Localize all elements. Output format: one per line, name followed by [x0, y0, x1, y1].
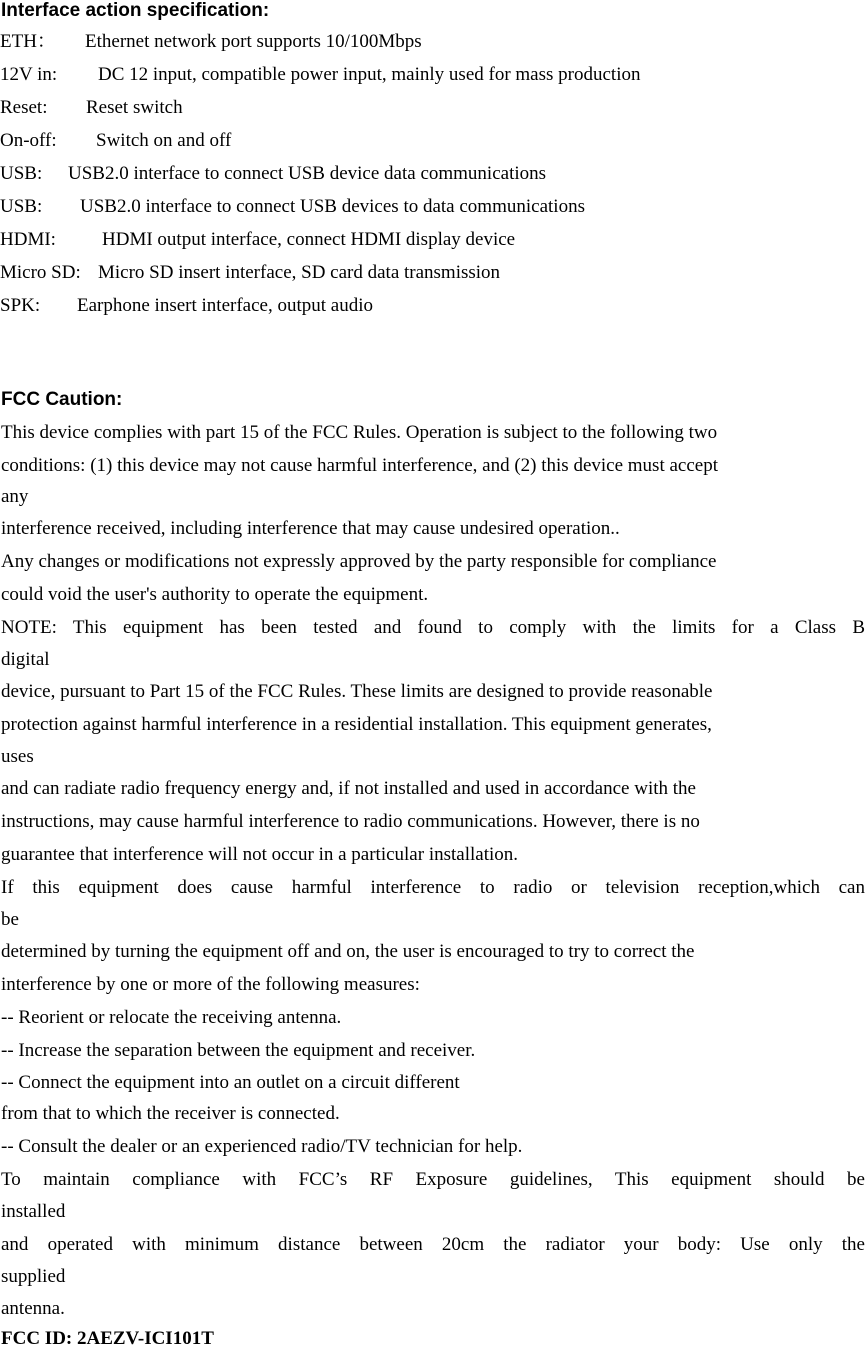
spec-value: Micro SD insert interface, SD card data transmission	[98, 262, 501, 283]
spec-row-usb-2	[0, 196, 585, 218]
fcc-line: -- Increase the separation between the equipment and receiver.	[1, 1040, 476, 1061]
fcc-line: NOTE: This equipment has been tested and found to comply with the limits for a Class B	[1, 617, 865, 638]
fcc-heading: FCC Caution:	[1, 389, 123, 410]
fcc-line: interference received, including interference that may cause undesired operation..	[1, 518, 620, 539]
spec-value: HDMI output interface, connect HDMI display device	[102, 229, 516, 250]
spec-value: USB2.0 interface to connect USB devices to data communications	[80, 196, 585, 217]
spec-row-12v	[0, 64, 640, 86]
spec-value: Earphone insert interface, output audio	[77, 295, 373, 316]
fcc-line: supplied	[1, 1266, 66, 1287]
fcc-line: antenna.	[1, 1298, 65, 1319]
spec-row-microsd	[0, 262, 500, 284]
fcc-line: be	[1, 909, 19, 930]
fcc-line: -- Connect the equipment into an outlet on a circuit different	[1, 1072, 460, 1093]
fcc-line: device, pursuant to Part 15 of the FCC Rules. These limits are designed to provide reasonable	[1, 681, 713, 702]
spec-row-usb-1	[0, 163, 546, 185]
fcc-line: installed	[1, 1201, 66, 1222]
spec-value: Reset switch	[86, 97, 183, 118]
spec-key: ETH：	[0, 31, 56, 52]
fcc-line: Any changes or modifications not expressly approved by the party responsible for compliance	[1, 551, 717, 572]
fcc-line: interference by one or more of the following measures:	[1, 974, 420, 995]
spec-value: Switch on and off	[96, 130, 232, 151]
spec-key: Micro SD:	[0, 262, 81, 283]
spec-key: 12V in:	[0, 64, 58, 85]
fcc-line: -- Reorient or relocate the receiving antenna.	[1, 1007, 342, 1028]
spec-key: Reset:	[0, 97, 48, 118]
fcc-line: If this equipment does cause harmful interference to radio or television reception,which can	[1, 877, 865, 898]
fcc-line: and can radiate radio frequency energy and, if not installed and used in accordance with the	[1, 778, 696, 799]
fcc-line: determined by turning the equipment off and on, the user is encouraged to try to correct the	[1, 941, 695, 962]
fcc-line: uses	[1, 746, 34, 767]
spec-row-eth	[0, 31, 422, 53]
fcc-line: protection against harmful interference in a residential installation. This equipment generates,	[1, 714, 712, 735]
spec-key: SPK:	[0, 295, 41, 316]
fcc-line: This device complies with part 15 of the FCC Rules. Operation is subject to the following two	[1, 422, 718, 443]
fcc-line: guarantee that interference will not occur in a particular installation.	[1, 844, 518, 865]
fcc-line: could void the user's authority to operate the equipment.	[1, 584, 429, 605]
fcc-line: To maintain compliance with FCC’s RF Exposure guidelines, This equipment should be	[1, 1169, 865, 1190]
spec-value: DC 12 input, compatible power input, mainly used for mass production	[98, 64, 641, 85]
fcc-line: instructions, may cause harmful interference to radio communications. However, there is no	[1, 811, 700, 832]
spec-value: Ethernet network port supports 10/100Mbps	[85, 31, 422, 52]
fcc-line: any	[1, 486, 29, 507]
spec-row-spk	[0, 295, 373, 317]
spec-row-reset	[0, 97, 183, 119]
spec-key: HDMI:	[0, 229, 56, 250]
fcc-line: -- Consult the dealer or an experienced radio/TV technician for help.	[1, 1136, 523, 1157]
spec-heading: Interface action specification:	[1, 0, 270, 21]
fcc-id: FCC ID: 2AEZV-ICI101T	[1, 1328, 214, 1349]
spec-key: USB:	[0, 196, 43, 217]
fcc-line: digital	[1, 649, 50, 670]
spec-key: USB:	[0, 163, 43, 184]
fcc-line: from that to which the receiver is connected.	[1, 1103, 340, 1124]
fcc-line: and operated with minimum distance between 20cm the radiator your body: Use only the	[1, 1234, 865, 1255]
spec-key: On-off:	[0, 130, 57, 151]
spec-row-onoff	[0, 130, 231, 152]
spec-row-hdmi	[0, 229, 515, 251]
spec-value: USB2.0 interface to connect USB device data communications	[68, 163, 547, 184]
fcc-line: conditions: (1) this device may not cause harmful interference, and (2) this device must accept	[1, 455, 718, 476]
